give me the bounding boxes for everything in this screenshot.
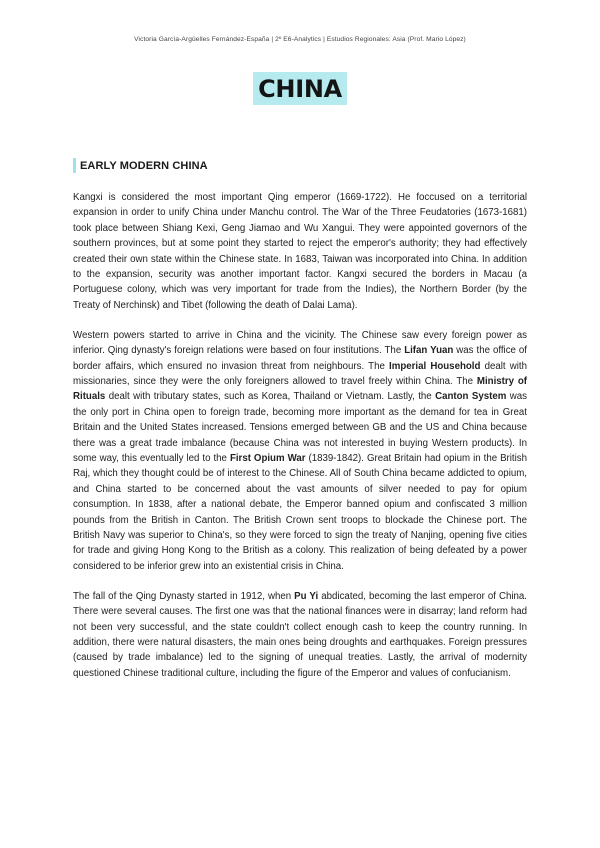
term-pu-yi: Pu Yi	[294, 590, 319, 602]
section-heading	[73, 158, 208, 173]
text-run: Western powers started to arrive in China and the vicinity. The Chinese saw every foreign power as inferior. Qing dynasty's foreign relations were based on four institutions. The	[73, 329, 527, 357]
term-canton-system: Canton System	[435, 391, 507, 403]
running-header: Victoria García-Argüelles Fernández-España | 2º E6-Analytics | Estudios Regionales: Asia (Prof. Mario López)	[134, 36, 466, 43]
text-run: The fall of the Qing Dynasty started in 1912, when	[73, 590, 295, 602]
term-imperial-household: Imperial Household	[389, 360, 481, 372]
term-lifan-yuan: Lifan Yuan	[404, 345, 454, 357]
paragraph-fall-of-qing	[73, 589, 527, 681]
text-run: was the only port in China open to foreign trade, becoming more important as the demand for tea in Great Britain and the United States increased. Tensions emerged between GB and the US and China because there was a great trade imbalance (because China was not interested in buying Western products). In some way, this eventually led to the	[73, 391, 527, 464]
paragraph-foreign-relations	[73, 328, 527, 575]
section-heading-text: EARLY MODERN CHINA	[80, 159, 208, 172]
text-run: dealt with tributary states, such as Korea, Thailand or Vietnam. Lastly, the	[105, 391, 436, 403]
paragraph-kangxi: Kangxi is considered the most important Qing emperor (1669-1722). He foccused on a territorial expansion in order to unify China under Manchu control. The War of the Three Feudatories (1673-1681) took place between Shiang Kexi, Geng Jiamao and Wu Xangui. They were appointed governors of the southern provinces, but at some point they started to reject the emperor's authority; they had effectively created their own state within the Chinese state. In 1683, Taiwan was incorporated into China. In addition to the expansion, security was another important factor. Kangxi secured the borders in Macau (a Portuguese colony, which was very important for trade from the Indies), the Northern Border (by the Treaty of Nerchinsk) and Tibet (following the death of Dalai Lama).	[73, 192, 527, 311]
heading-accent-bar	[73, 158, 76, 173]
body-text	[73, 190, 527, 696]
text-run: (1839-1842). Great Britain had opium in the British Raj, which they thought could be of interest to the Chinese. All of South China became addicted to opium, and China started to be concerned about the vast amounts of silver needed to pay for opium consumption. In 1838, after a national debate, the Emperor banned opium and confiscated 3 million pounds from the British in Canton. The British Crown sent troops to blockade the Chinese port. The British Navy was superior to China's, so they were forced to sign the treaty of Nanjing, opening five cities for trade and giving Hong Kong to the British as a colony. This realization of being defeated by a power considered to be inferior grew into an existential crisis in China.	[73, 453, 527, 572]
text-run: dealt with missionaries, since they were the only foreigners allowed to travel freely within China. The	[73, 360, 528, 387]
text-run: was the office of border affairs, which ensured no invasion threat from neighbours. The	[73, 345, 527, 372]
text-run: abdicated, becoming the last emperor of China. There were several causes. The first one was that the national finances were in disarray; land reform had not been very successful, and the state couldn't collect enough cash to keep the country running. In addition, there were natural disasters, the main ones being droughts and earthquakes. Foreign pressures (caused by trade imbalance) led to the signing of unequal treaties. Lastly, the arrival of modernity questioned Chinese traditional culture, including the figure of the Emperor and values of confucianism.	[73, 590, 527, 679]
page-title: CHINA	[253, 72, 347, 105]
term-first-opium-war: First Opium War	[229, 453, 306, 464]
title-container	[0, 72, 600, 105]
term-ministry-of-rituals: Ministry of Rituals	[73, 375, 527, 403]
